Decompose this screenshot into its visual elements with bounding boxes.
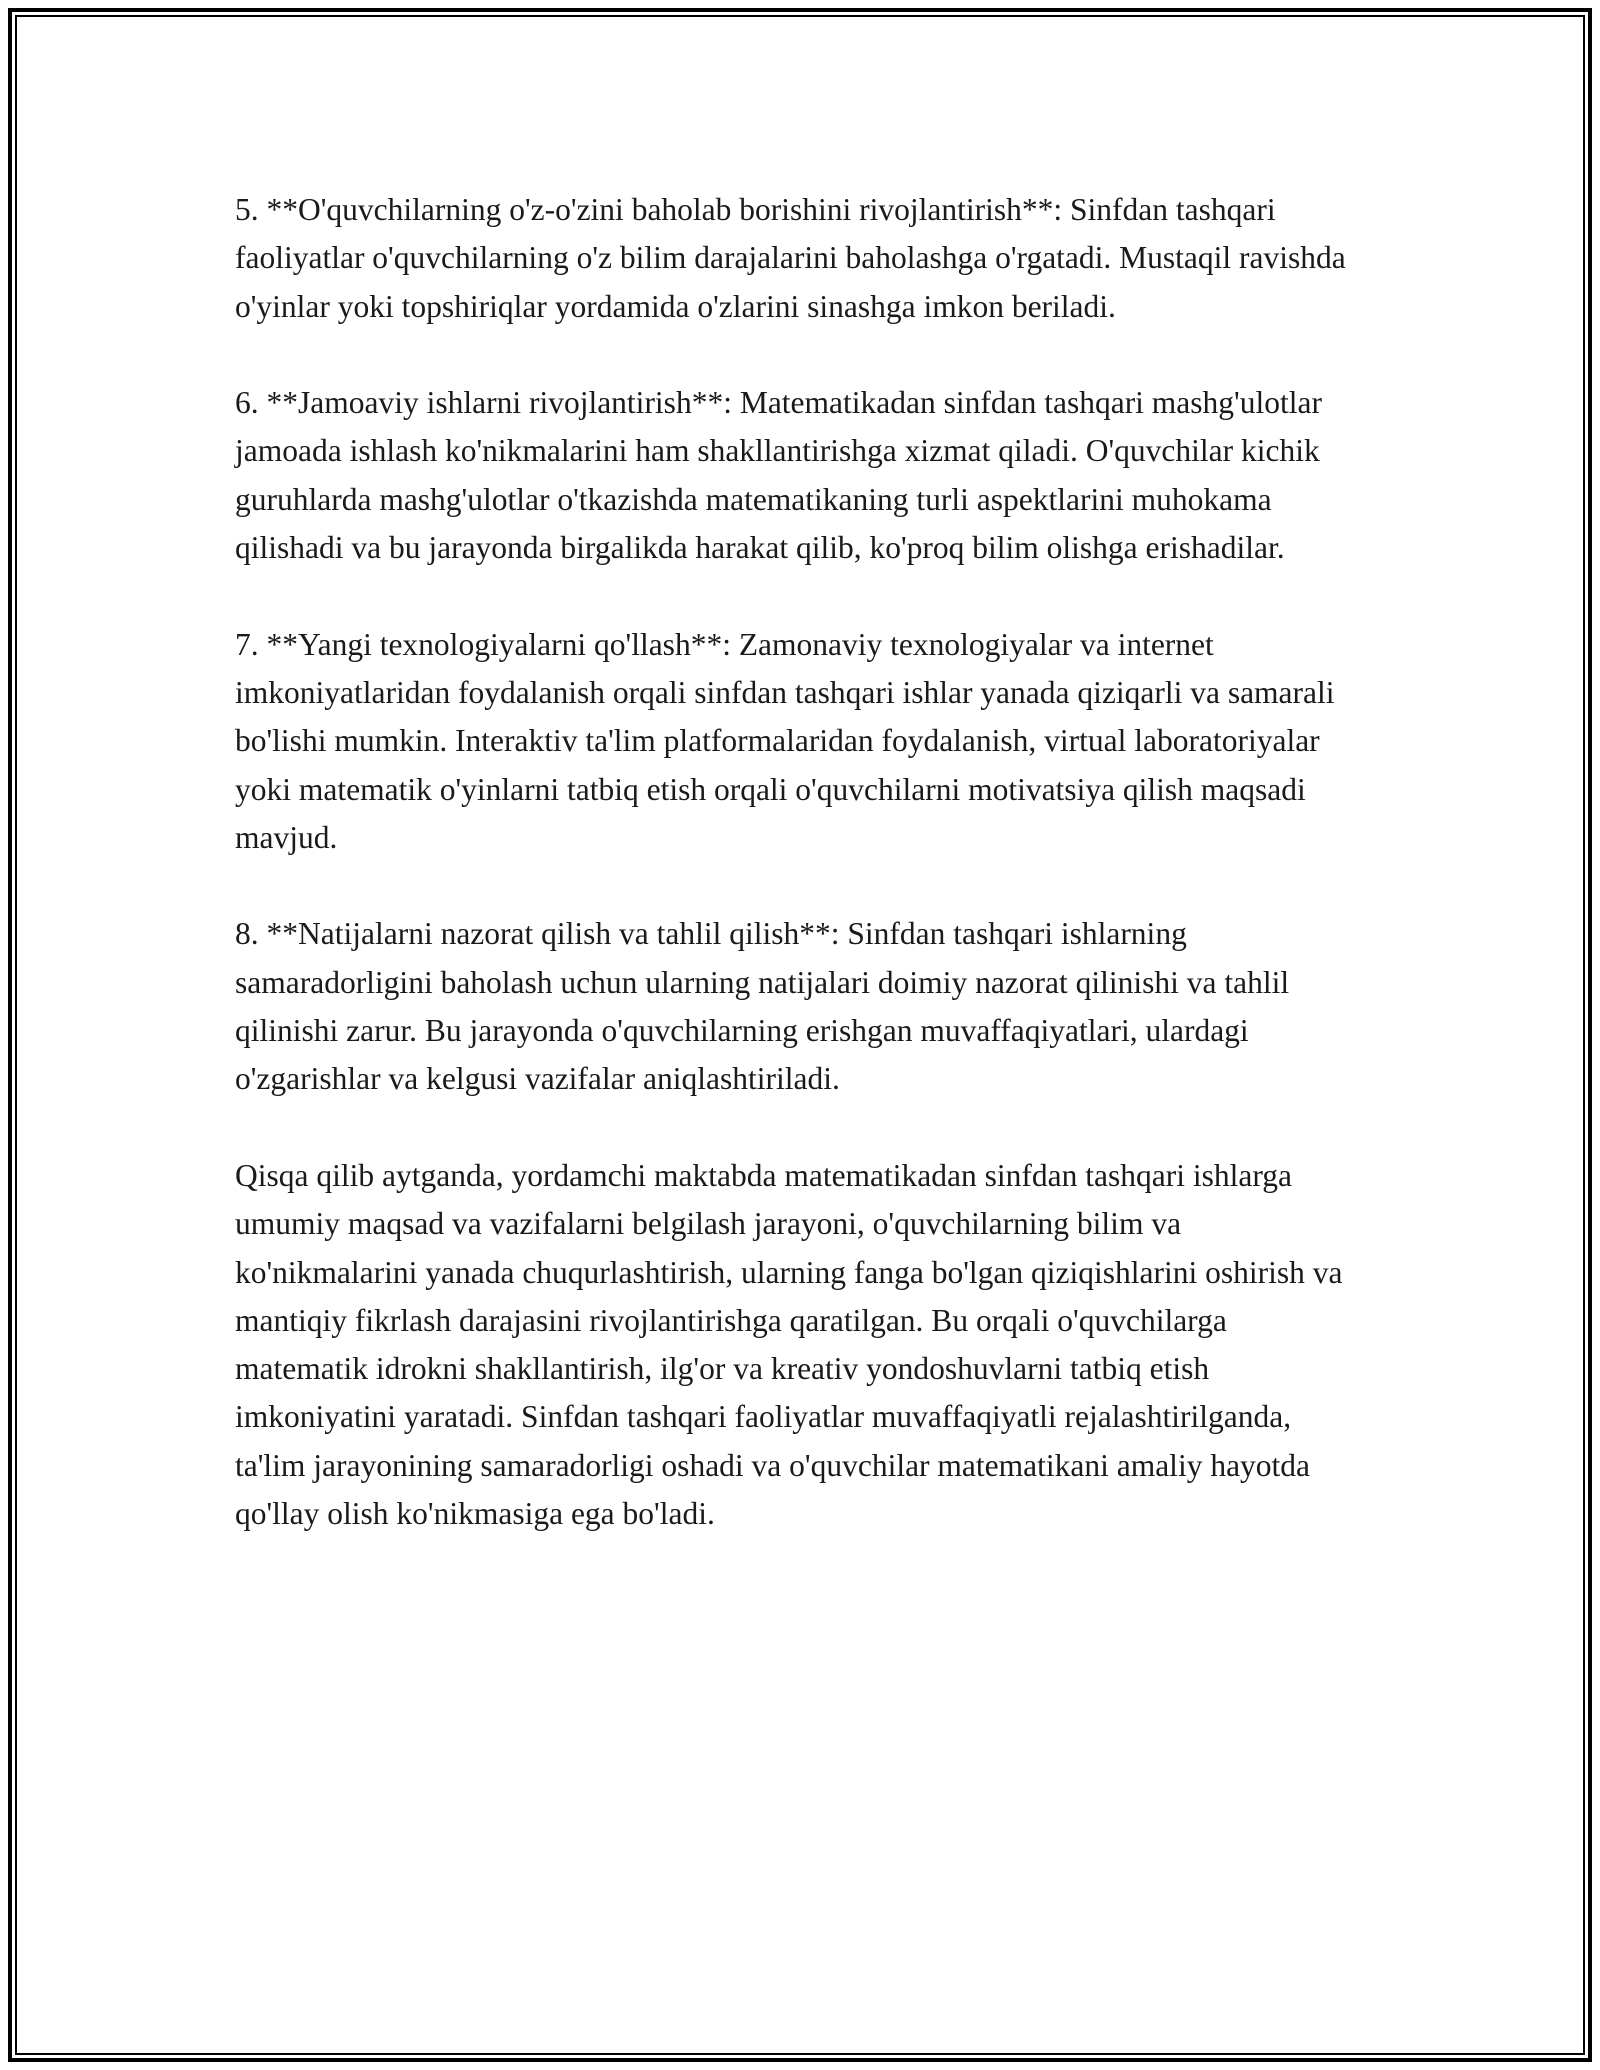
paragraph-item-7: 7. **Yangi texnologiyalarni qo'llash**: Zamonaviy texnologiyalar va internet imkoniyatlaridan foydalanish orqali sinfdan tashqari ishlar yanada qiziqarli va samarali bo'lishi mumkin. Interaktiv ta'lim platformalaridan foydalanish, virtual laboratoriyalar yoki matematik o'yinlarni tatbiq etish orqali o'quvchilarni motivatsiya qilish maqsadi mavjud. [235,626,1335,855]
document-body [235,186,1365,1538]
paragraph-item-5: 5. **O'quvchilarning o'z-o'zini baholab borishini rivojlantirish**: Sinfdan tashqari faoliyatlar o'quvchilarning o'z bilim darajalarini baholashga o'rgatadi. Mustaqil ravishda o'yinlar yoki topshiriqlar yordamida o'zlarini sinashga imkon beriladi. [235,192,1346,324]
paragraph-conclusion: Qisqa qilib aytganda, yordamchi maktabda matematikadan sinfdan tashqari ishlarga umumiy maqsad va vazifalarni belgilash jarayoni, o'quvchilarning bilim va ko'nikmalarini yanada chuqurlashtirish, ularning fanga bo'lgan qiziqishlarini oshirish va mantiqiy fikrlash darajasini rivojlantirishga qaratilgan. Bu orqali o'quvchilarga matematik idrokni shakllantirish, ilg'or va kreativ yondoshuvlarni tatbiq etish imkoniyatini yaratadi. Sinfdan tashqari faoliyatlar muvaffaqiyatli rejalashtirilganda, ta'lim jarayonining samaradorligi oshadi va o'quvchilar matematikani amaliy hayotda qo'llay olish ko'nikmasiga ega bo'ladi. [235,1157,1343,1532]
paragraph-item-8: 8. **Natijalarni nazorat qilish va tahlil qilish**: Sinfdan tashqari ishlarning samaradorligini baholash uchun ularning natijalari doimiy nazorat qilinishi va tahlil qilinishi zarur. Bu jarayonda o'quvchilarning erishgan muvaffaqiyatlari, ulardagi o'zgarishlar va kelgusi vazifalar aniqlashtiriladi. [235,916,1290,1097]
paragraph-item-6: 6. **Jamoaviy ishlarni rivojlantirish**: Matematikadan sinfdan tashqari mashg'ulotlar jamoada ishlash ko'nikmalarini ham shakllantirishga xizmat qiladi. O'quvchilar kichik guruhlarda mashg'ulotlar o'tkazishda matematikaning turli aspektlarini muhokama qilishadi va bu jarayonda birgalikda harakat qilib, ko'proq bilim olishga erishadilar. [235,385,1322,566]
